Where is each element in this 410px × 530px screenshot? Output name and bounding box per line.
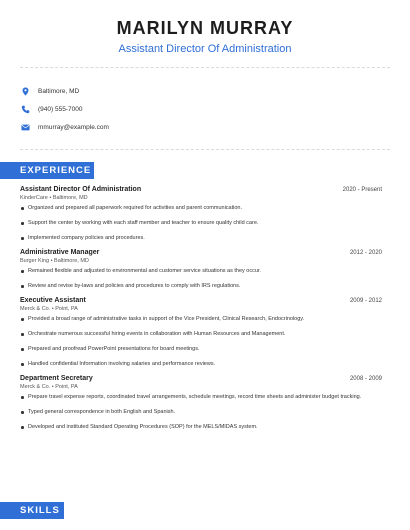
job-location: Baltimore, MD — [52, 195, 88, 201]
experience-entry — [20, 297, 382, 368]
phone-icon — [20, 104, 30, 114]
divider-bottom — [20, 149, 390, 150]
candidate-name: MARILYN MURRAY — [116, 18, 294, 38]
job-company-line — [20, 195, 382, 201]
experience-entry-header — [20, 249, 382, 256]
contact-phone — [20, 100, 109, 118]
section-heading-skills: SKILLS — [0, 502, 64, 519]
job-bullet: Remained flexible and adjusted to environmental and customer service situations as they occur. — [20, 267, 382, 275]
email-icon — [20, 122, 30, 132]
job-dates: 2020 - Present — [342, 187, 382, 193]
job-company: KinderCare — [20, 195, 48, 201]
job-location: Point, PA — [55, 384, 78, 390]
experience-entry-header — [20, 186, 382, 193]
job-company: Merck & Co. — [20, 306, 51, 312]
job-bullets — [20, 315, 382, 368]
resume-header — [0, 18, 410, 55]
job-company: Burger King — [20, 258, 50, 264]
job-bullet: Review and revise by-laws and policies and procedures to comply with IRS regulations. — [20, 282, 382, 290]
contact-email — [20, 118, 109, 136]
contact-email-text[interactable]: mmurray@example.com — [38, 123, 109, 131]
job-company: Merck & Co. — [20, 384, 51, 390]
experience-entry — [20, 375, 382, 431]
job-company-line — [20, 384, 382, 390]
separator-dot: • — [47, 195, 53, 201]
experience-entry-header — [20, 297, 382, 304]
contact-list — [20, 82, 109, 136]
contact-phone-text: (940) 555-7000 — [38, 105, 83, 113]
job-bullet: Implemented company policies and procedures. — [20, 234, 382, 242]
job-bullets — [20, 204, 382, 242]
job-bullet: Support the center by working with each staff member and teacher to ensure quality child care. — [20, 219, 382, 227]
separator-dot: • — [50, 306, 56, 312]
candidate-title: Assistant Director Of Administration — [118, 43, 292, 55]
job-location: Baltimore, MD — [54, 258, 89, 264]
job-title: Administrative Manager — [20, 249, 100, 256]
job-bullet: Typed general correspondence in both English and Spanish. — [20, 408, 382, 416]
job-location: Point, PA — [55, 306, 78, 312]
job-bullet: Organized and prepared all paperwork required for activities and parent communication. — [20, 204, 382, 212]
experience-list — [20, 186, 382, 438]
job-title: Assistant Director Of Administration — [20, 186, 142, 193]
job-bullet: Orchestrate numerous successful hiring events in collaboration with Human Resources and Management. — [20, 330, 382, 338]
job-bullet: Provided a broad range of administrative tasks in support of the Vice President, Clinical Research, Endocrinology. — [20, 315, 382, 323]
experience-entry — [20, 186, 382, 242]
contact-location — [20, 82, 109, 100]
job-title: Executive Assistant — [20, 297, 86, 304]
job-bullet: Handled confidential Information involving salaries and performance reviews. — [20, 360, 382, 368]
divider-top — [20, 67, 390, 68]
job-dates: 2009 - 2012 — [349, 298, 382, 304]
job-dates: 2012 - 2020 — [349, 250, 382, 256]
job-company-line — [20, 258, 382, 264]
job-bullet: Developed and instituted Standard Operating Procedures (SOP) for the MELS/MIDAS system. — [20, 423, 382, 431]
contact-location-text: Baltimore, MD — [38, 87, 80, 95]
job-title: Department Secretary — [20, 375, 93, 382]
job-dates: 2008 - 2009 — [349, 376, 382, 382]
section-heading-experience: EXPERIENCE — [0, 162, 94, 179]
location-pin-icon — [20, 86, 30, 96]
job-bullets — [20, 267, 382, 290]
experience-entry-header — [20, 375, 382, 382]
experience-entry — [20, 249, 382, 290]
job-bullet: Prepare travel expense reports, coordinated travel arrangements, schedule meetings, record time sheets and administer budget tracking. — [20, 393, 382, 401]
separator-dot: • — [49, 258, 55, 264]
job-bullet: Prepared and proofread PowerPoint presentations for board meetings. — [20, 345, 382, 353]
separator-dot: • — [50, 384, 56, 390]
job-bullets — [20, 393, 382, 431]
job-company-line — [20, 306, 382, 312]
